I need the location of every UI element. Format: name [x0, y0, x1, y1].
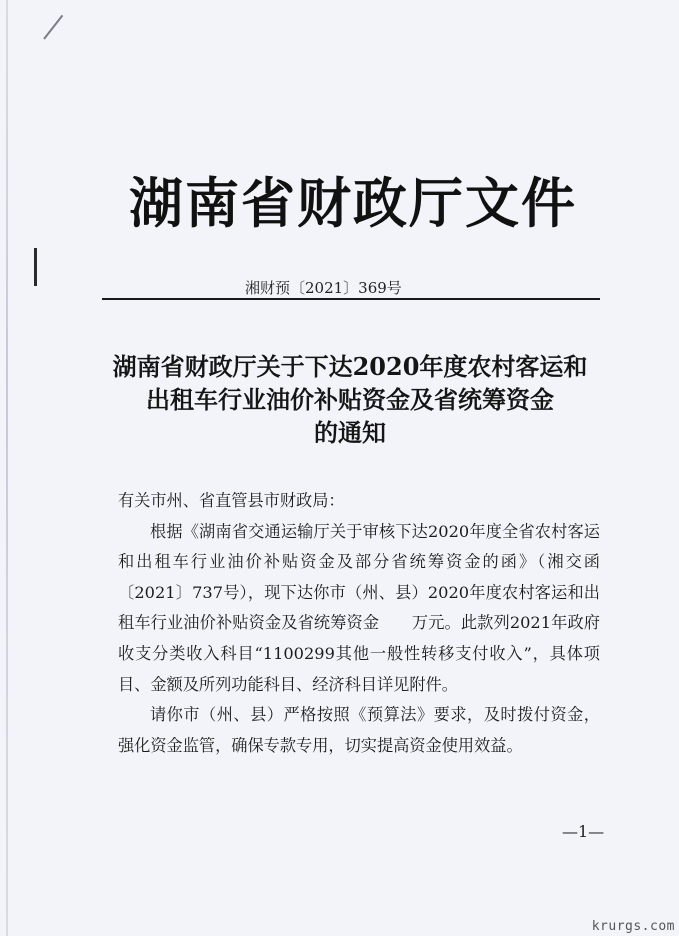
body-paragraph-2: 请你市（州、县）严格按照《预算法》要求，及时拨付资金，强化资金监管，确保专款专用，切实提高资金使用效益。 [118, 705, 600, 755]
title-line-1: 湖南省财政厅关于下达2020年度农村客运和 [112, 352, 588, 381]
watermark: krurgs.com [591, 919, 675, 934]
header-divider [102, 298, 600, 300]
scan-mark [43, 15, 63, 40]
document-body [118, 486, 600, 761]
document-number: 湘财预〔2021〕369号 [245, 279, 402, 297]
margin-mark [34, 248, 37, 286]
title-line-2: 出租车行业油价补贴资金及省统筹资金 [146, 385, 554, 414]
document-title [95, 350, 605, 449]
page-number: —1— [562, 822, 605, 841]
scan-edge [6, 0, 8, 936]
document-header: 湖南省财政厅文件 [129, 171, 577, 235]
salutation: 有关市州、省直管县市财政局： [118, 491, 345, 510]
body-paragraph-1: 根据《湖南省交通运输厅关于审核下达2020年度全省农村客运和出租车行业油价补贴资金及部分省统筹资金的函》（湘交函〔2021〕737号），现下达你市（州、县）2020年度农村客运和出租车行业油价补贴资金及省统筹资金 万元。此款列2021年政府收支分类收入科目“1100299其他一般性转移支付收入”，具体项目、金额及所列功能科目、经济科目详见附件。 [118, 521, 600, 694]
title-line-3: 的通知 [314, 418, 386, 447]
